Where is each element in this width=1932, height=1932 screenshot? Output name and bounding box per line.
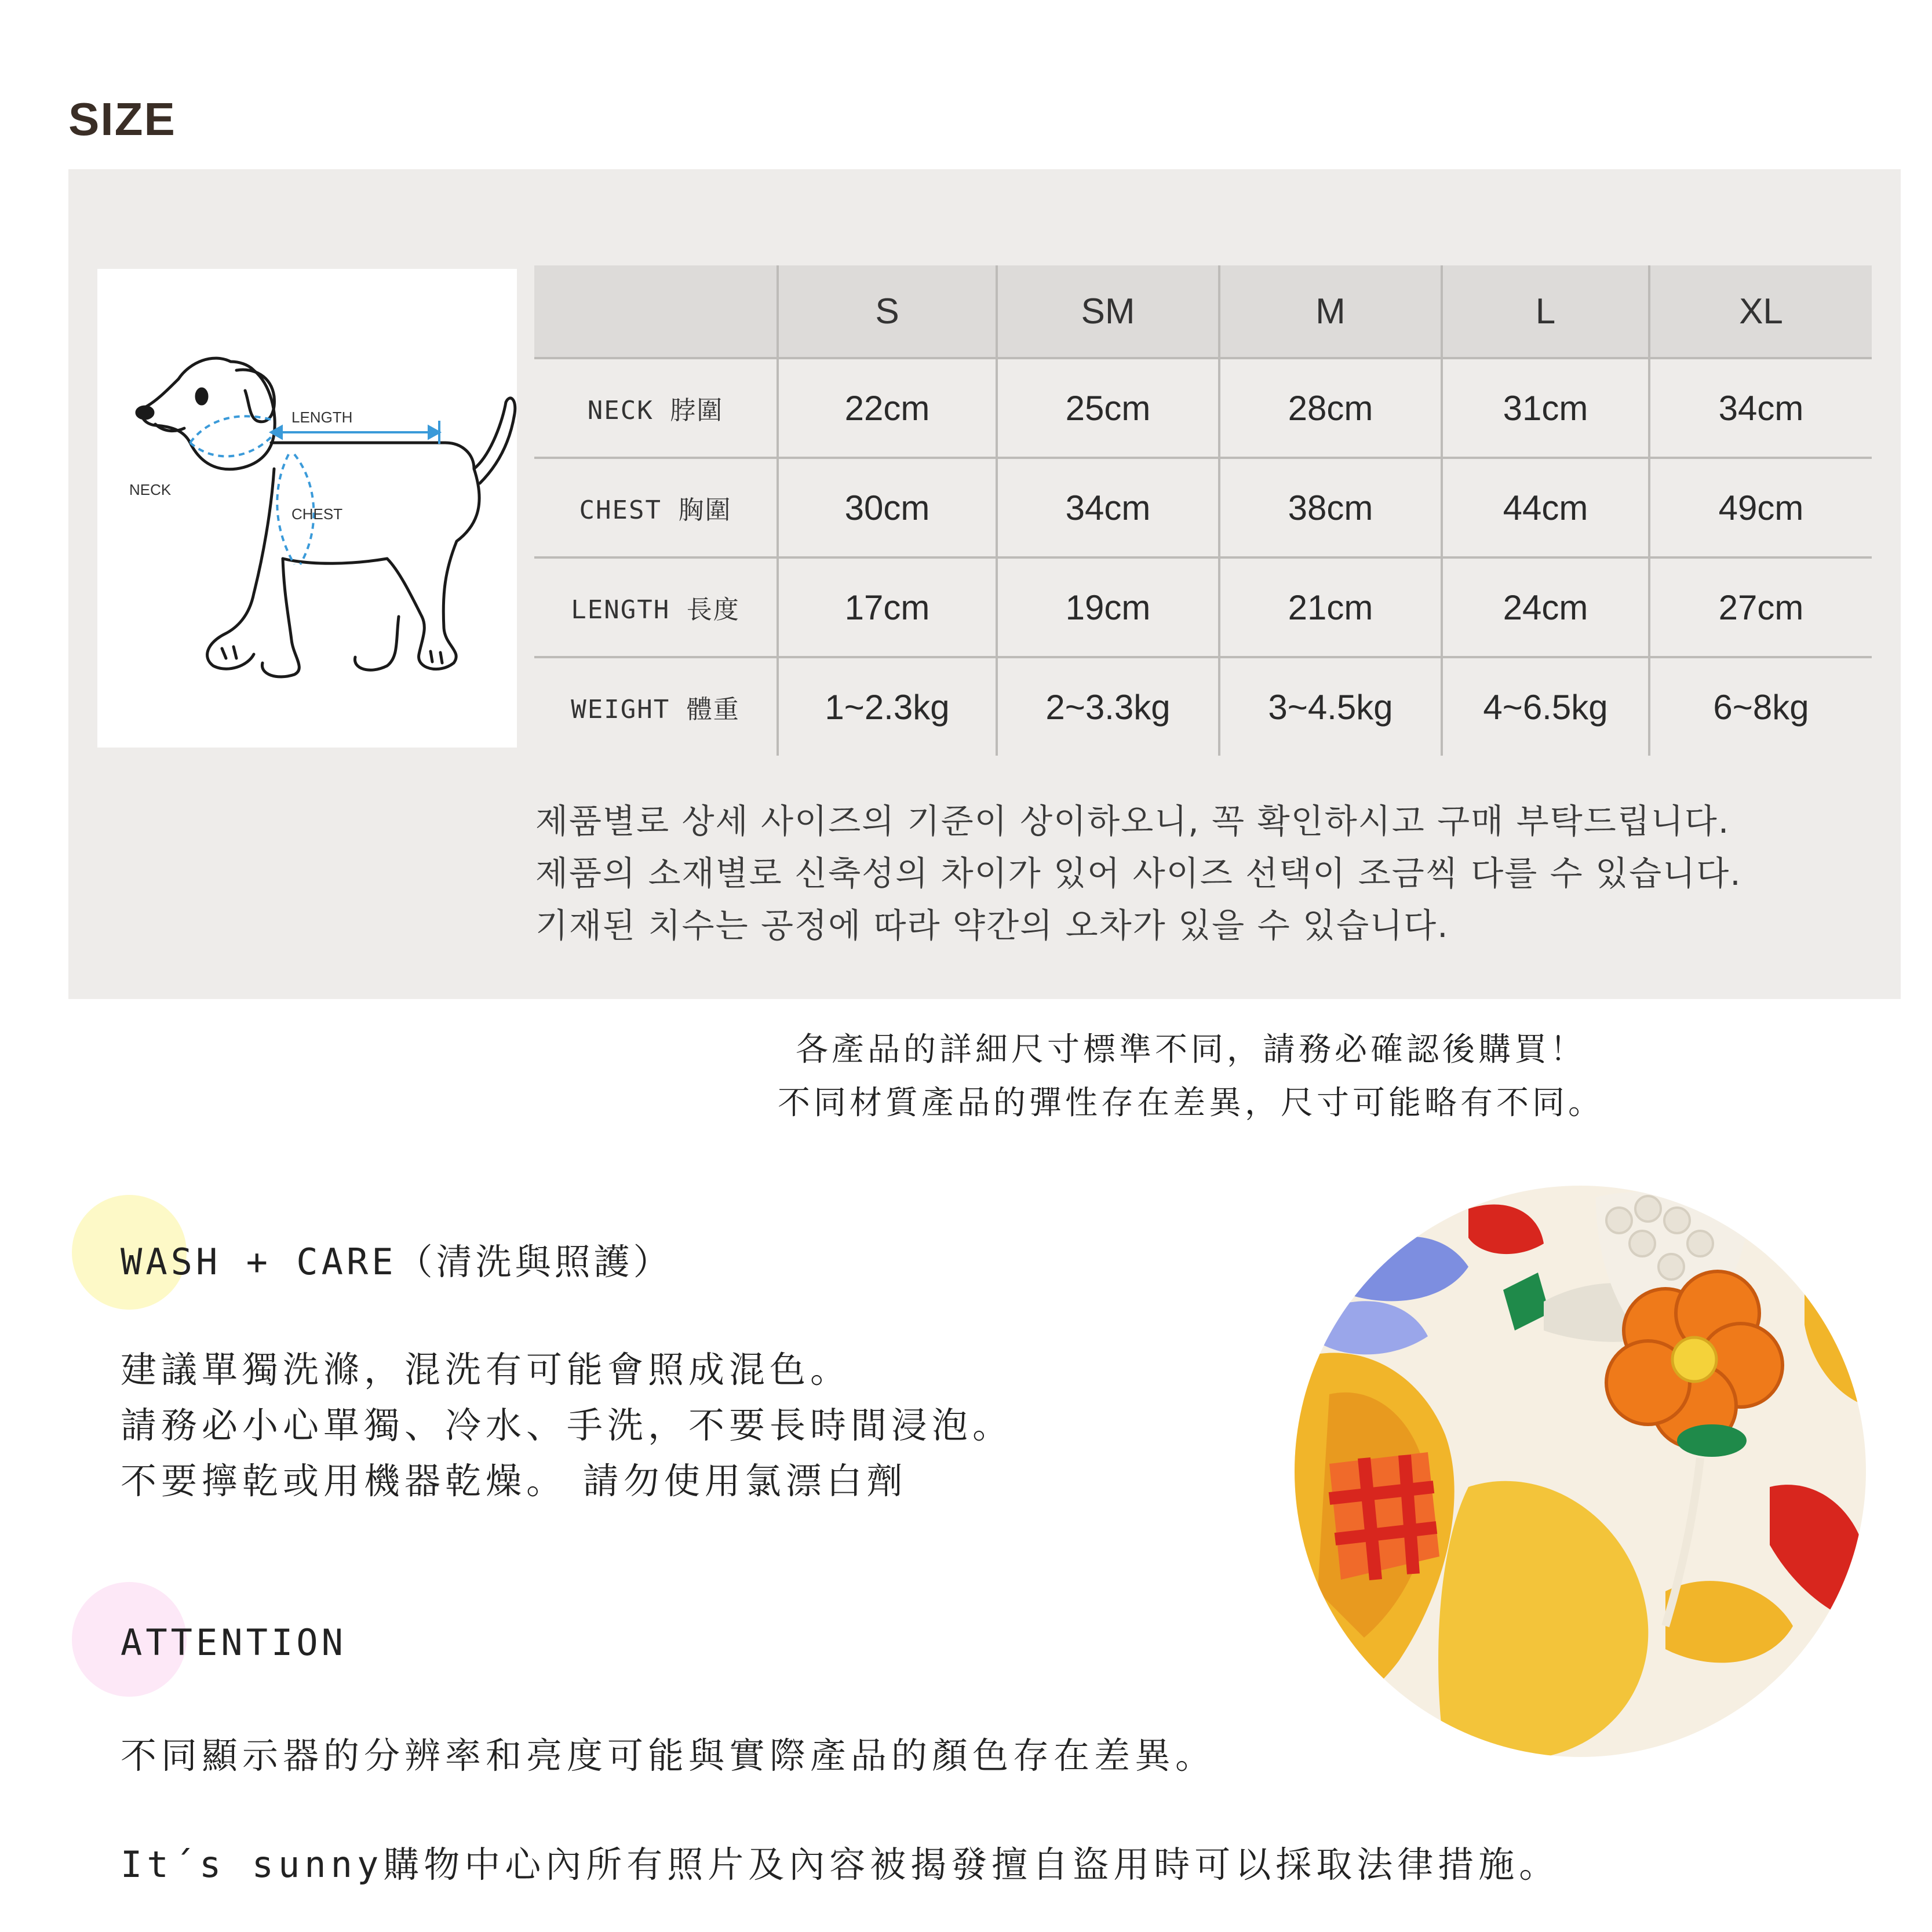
size-header-row bbox=[534, 265, 1872, 358]
table-cell: 34cm bbox=[997, 458, 1219, 557]
fabric-detail-photo bbox=[1295, 1186, 1866, 1757]
korean-note-line: 제품의 소재별로 신축성의 차이가 있어 사이즈 선택이 조금씩 다를 수 있습니다. bbox=[535, 854, 1742, 893]
size-col-s: S bbox=[778, 265, 997, 358]
chest-label: CHEST bbox=[291, 505, 343, 523]
size-col-xl: XL bbox=[1649, 265, 1872, 358]
row-label-length: LENGTH 長度 bbox=[534, 557, 778, 657]
korean-note-line: 제품별로 상세 사이즈의 기준이 상이하오니, 꼭 확인하시고 구매 부탁드립니다. bbox=[535, 801, 1730, 841]
table-row-chest bbox=[534, 458, 1872, 557]
table-cell: 19cm bbox=[997, 557, 1219, 657]
chinese-note-line: 各產品的詳細尺寸標準不同，請務必確認後購買！ bbox=[796, 1031, 1586, 1069]
dog-measurement-diagram bbox=[97, 269, 517, 748]
table-cell: 2~3.3kg bbox=[997, 657, 1219, 756]
korean-note-line: 기재된 치수는 공정에 따라 약간의 오차가 있을 수 있습니다. bbox=[535, 906, 1449, 945]
table-cell: 17cm bbox=[778, 557, 997, 657]
row-label-weight: WEIGHT 體重 bbox=[534, 657, 778, 756]
table-row-weight bbox=[534, 657, 1872, 756]
chinese-size-notes bbox=[684, 1023, 1698, 1130]
table-cell: 31cm bbox=[1442, 358, 1649, 458]
dog-illustration bbox=[97, 269, 517, 748]
size-col-m: M bbox=[1219, 265, 1442, 358]
attention-copyright-note: It´s sunny購物中心內所有照片及內容被揭發擅自盜用時可以採取法律措施。 bbox=[121, 1843, 1560, 1886]
table-cell: 24cm bbox=[1442, 557, 1649, 657]
korean-size-notes bbox=[535, 795, 1742, 952]
attention-heading: ATTENTION bbox=[121, 1621, 347, 1664]
table-cell: 38cm bbox=[1219, 458, 1442, 557]
table-cell: 1~2.3kg bbox=[778, 657, 997, 756]
size-col-sm: SM bbox=[997, 265, 1219, 358]
table-cell: 49cm bbox=[1649, 458, 1872, 557]
length-label: LENGTH bbox=[291, 409, 353, 426]
size-table bbox=[534, 265, 1872, 756]
size-col-l: L bbox=[1442, 265, 1649, 358]
table-row-neck bbox=[534, 358, 1872, 458]
wash-care-heading: WASH + CARE（清洗與照護） bbox=[121, 1241, 673, 1283]
table-cell: 34cm bbox=[1649, 358, 1872, 458]
size-title: SIZE bbox=[68, 93, 176, 145]
table-cell: 6~8kg bbox=[1713, 687, 1809, 727]
table-cell: 44cm bbox=[1442, 458, 1649, 557]
wash-care-line: 建議單獨洗滌，混洗有可能會照成混色。 bbox=[121, 1348, 851, 1391]
wash-care-instructions bbox=[121, 1342, 1013, 1509]
chinese-note-line: 不同材質產品的彈性存在差異，尺寸可能略有不同。 bbox=[778, 1084, 1604, 1122]
table-cell: 28cm bbox=[1219, 358, 1442, 458]
table-cell: 3~4.5kg bbox=[1219, 657, 1442, 756]
row-label-neck: NECK 脖圍 bbox=[534, 358, 778, 458]
table-row-length bbox=[534, 557, 1872, 657]
table-corner bbox=[534, 265, 778, 358]
row-label-chest: CHEST 胸圍 bbox=[534, 458, 778, 557]
neck-label: NECK bbox=[129, 481, 172, 498]
attention-display-note: 不同顯示器的分辨率和亮度可能與實際產品的顏色存在差異。 bbox=[121, 1734, 1216, 1777]
table-cell: 27cm bbox=[1649, 557, 1872, 657]
wash-care-line: 請務必小心單獨、冷水、手洗，不要長時間浸泡。 bbox=[121, 1404, 1014, 1446]
fabric-pattern-image bbox=[1295, 1186, 1866, 1757]
table-cell: 25cm bbox=[997, 358, 1219, 458]
table-cell: 4~6.5kg bbox=[1442, 657, 1649, 756]
table-cell: 30cm bbox=[778, 458, 997, 557]
wash-care-line: 不要擰乾或用機器乾燥。 請勿使用氯漂白劑 bbox=[121, 1460, 907, 1502]
table-cell: 21cm bbox=[1219, 557, 1442, 657]
table-cell: 22cm bbox=[778, 358, 997, 458]
